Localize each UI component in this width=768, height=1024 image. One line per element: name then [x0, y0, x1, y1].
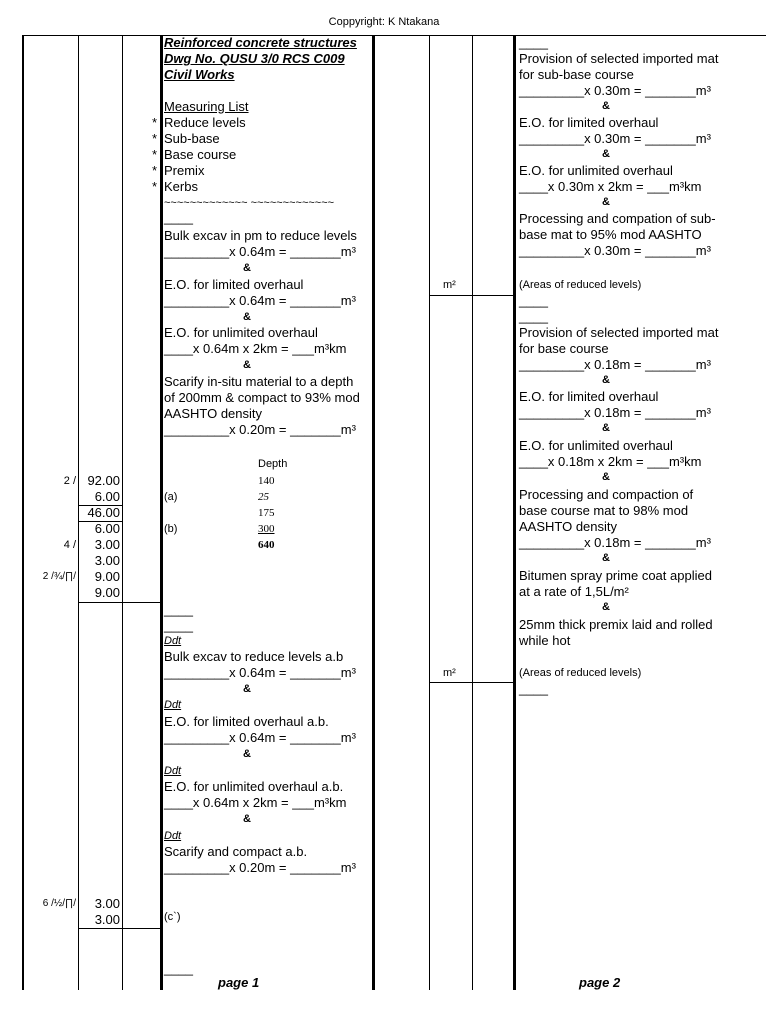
ampersand: & [602, 601, 610, 613]
prov-sub-desc: for sub-base course [519, 67, 634, 82]
ampersand: & [243, 359, 251, 371]
col-line-dimension-2 [472, 35, 473, 990]
label-a: (a) [164, 491, 178, 503]
bulk-ab-desc: Bulk excav to reduce levels a.b [164, 649, 344, 664]
areas-note: (Areas of reduced levels) [519, 667, 642, 679]
measuring-item: Base course [164, 147, 237, 162]
tilde-separator: ~~~~~~~~~~~~~ ~~~~~~~~~~~~~ [164, 197, 335, 209]
dimension-value: 3.00 [94, 896, 120, 911]
dimension-value: 92.00 [87, 473, 120, 488]
depth-total: 640 [258, 539, 275, 551]
timesing-4: 4 / [63, 539, 76, 551]
prov-sub-desc: Provision of selected imported mat [519, 51, 719, 66]
col-line-desc2-left [513, 35, 516, 990]
item-rule: ____ [519, 35, 548, 50]
item-rule: ____ [519, 681, 548, 696]
item-rule: ____ [164, 961, 193, 976]
heading-line-2: Dwg No. QUSU 3/0 RCS C009 [164, 51, 345, 66]
dim-rule-4 [79, 928, 160, 929]
bullet-star: * [152, 147, 158, 162]
item-rule: ____ [164, 210, 193, 225]
processing-base-calc: _________x 0.18m = _______m³ [519, 535, 711, 550]
ampersand: & [602, 374, 610, 386]
ddt-label: Ddt [164, 765, 182, 777]
processing-sub-desc: Processing and compation of sub- [519, 211, 716, 226]
dimension-value: 9.00 [94, 585, 120, 600]
dim-rule-3 [79, 602, 160, 603]
processing-base-desc: Processing and compaction of [519, 487, 694, 502]
col-line-outer-left [22, 35, 24, 990]
item-rule: ____ [519, 293, 548, 308]
dimension-value: 3.00 [94, 553, 120, 568]
eo-limited-desc: E.O. for limited overhaul [164, 277, 304, 292]
processing-sub-desc: base mat to 95% mod AASHTO [519, 227, 702, 242]
dimension-value: 6.00 [94, 521, 120, 536]
copyright-header: Coppyright: K Ntakana [328, 16, 440, 28]
ampersand: & [243, 748, 251, 760]
measuring-item: Kerbs [164, 179, 198, 194]
eo-unlimited-desc: E.O. for unlimited overhaul [519, 438, 673, 453]
bitumen-desc: Bitumen spray prime coat applied [519, 568, 712, 583]
bullet-star: * [152, 115, 158, 130]
areas-note: (Areas of reduced levels) [519, 279, 642, 291]
timesing-2: 2 / [63, 475, 76, 487]
prov-base-desc: for base course [519, 341, 609, 356]
eo-limited-calc: _________x 0.64m = _______m³ [164, 293, 356, 308]
depth-value: 25 [258, 491, 269, 503]
bullet-star: * [152, 163, 158, 178]
bullet-star: * [152, 179, 158, 194]
heading-line-3: Civil Works [164, 67, 235, 82]
prov-sub-calc: _________x 0.30m = _______m³ [519, 83, 711, 98]
measuring-list-title: Measuring List [164, 99, 249, 114]
ampersand: & [602, 100, 610, 112]
depth-label: Depth [258, 458, 288, 470]
processing-sub-calc: _________x 0.30m = _______m³ [519, 243, 711, 258]
eo-unlimited-ab-calc: ____x 0.64m x 2km = ___m³km [164, 795, 347, 810]
depth-value: 175 [258, 507, 275, 519]
unit-rule-1 [430, 295, 513, 296]
depth-value: 300 [258, 523, 275, 535]
scarify-desc: Scarify in-situ material to a depth [164, 374, 354, 389]
scarify-ab-calc: _________x 0.20m = _______m³ [164, 860, 356, 875]
ddt-label: Ddt [164, 699, 182, 711]
eo-limited-ab-desc: E.O. for limited overhaul a.b. [164, 714, 329, 729]
ampersand: & [602, 196, 610, 208]
label-b: (b) [164, 523, 178, 535]
col-line-desc1-right [372, 35, 375, 990]
ddt-label: Ddt [164, 830, 182, 842]
top-rule [22, 35, 766, 36]
timesing-6-half-pi: 6 /½/∏/ [42, 898, 76, 909]
processing-base-desc: base course mat to 98% mod [519, 503, 689, 518]
dimension-value: 9.00 [94, 569, 120, 584]
prov-base-calc: _________x 0.18m = _______m³ [519, 357, 711, 372]
col-line-timesing [78, 35, 79, 990]
item-rule: ____ [164, 618, 193, 633]
bulk-excav-desc: Bulk excav in pm to reduce levels [164, 228, 357, 243]
scarify-desc: of 200mm & compact to 93% mod [164, 390, 360, 405]
bulk-excav-calc: _________x 0.64m = _______m³ [164, 244, 356, 259]
bulk-ab-calc: _________x 0.64m = _______m³ [164, 665, 356, 680]
page-number-2: page 2 [579, 975, 621, 990]
eo-limited-calc: _________x 0.18m = _______m³ [519, 405, 711, 420]
ampersand: & [243, 311, 251, 323]
ampersand: & [243, 683, 251, 695]
dimension-value: 46.00 [87, 505, 120, 520]
col-line-squaring-left [160, 35, 163, 990]
eo-unlimited-calc: ____x 0.64m x 2km = ___m³km [164, 341, 347, 356]
page-number-1: page 1 [218, 975, 260, 990]
eo-unlimited-ab-desc: E.O. for unlimited overhaul a.b. [164, 779, 344, 794]
ampersand: & [243, 813, 251, 825]
eo-limited-calc: _________x 0.30m = _______m³ [519, 131, 711, 146]
eo-limited-desc: E.O. for limited overhaul [519, 389, 659, 404]
item-rule: ____ [164, 602, 193, 617]
premix-desc: 25mm thick premix laid and rolled [519, 617, 713, 632]
eo-limited-ab-calc: _________x 0.64m = _______m³ [164, 730, 356, 745]
unit-m2: m² [443, 667, 456, 679]
ampersand: & [602, 148, 610, 160]
label-c: (c`) [164, 911, 181, 923]
premix-desc: while hot [519, 633, 571, 648]
ampersand: & [243, 262, 251, 274]
timesing-2-three-quarter-pi: 2 /¾/∏/ [42, 571, 76, 582]
eo-unlimited-desc: E.O. for unlimited overhaul [164, 325, 318, 340]
eo-limited-desc: E.O. for limited overhaul [519, 115, 659, 130]
dimension-value: 3.00 [94, 537, 120, 552]
measuring-item: Sub-base [164, 131, 220, 146]
measuring-item: Premix [164, 163, 205, 178]
eo-unlimited-calc: ____x 0.18m x 2km = ___m³km [519, 454, 702, 469]
col-line-timesing-2 [429, 35, 430, 990]
ampersand: & [602, 471, 610, 483]
scarify-calc: _________x 0.20m = _______m³ [164, 422, 356, 437]
unit-m2: m² [443, 279, 456, 291]
bitumen-desc: at a rate of 1,5L/m² [519, 584, 629, 599]
processing-base-desc: AASHTO density [519, 519, 618, 534]
unit-rule-2 [430, 682, 513, 683]
ampersand: & [602, 552, 610, 564]
eo-unlimited-desc: E.O. for unlimited overhaul [519, 163, 673, 178]
heading-line-1: Reinforced concrete structures [164, 35, 357, 50]
col-line-dimension [122, 35, 123, 990]
dimension-value: 6.00 [94, 489, 120, 504]
bullet-star: * [152, 131, 158, 146]
ampersand: & [602, 422, 610, 434]
scarify-desc: AASHTO density [164, 406, 263, 421]
measuring-item: Reduce levels [164, 115, 246, 130]
dimension-value: 3.00 [94, 912, 120, 927]
item-rule: ____ [519, 309, 548, 324]
depth-value: 140 [258, 475, 275, 487]
prov-base-desc: Provision of selected imported mat [519, 325, 719, 340]
eo-unlimited-calc: ____x 0.30m x 2km = ___m³km [519, 179, 702, 194]
scarify-ab-desc: Scarify and compact a.b. [164, 844, 308, 859]
ddt-label: Ddt [164, 635, 182, 647]
